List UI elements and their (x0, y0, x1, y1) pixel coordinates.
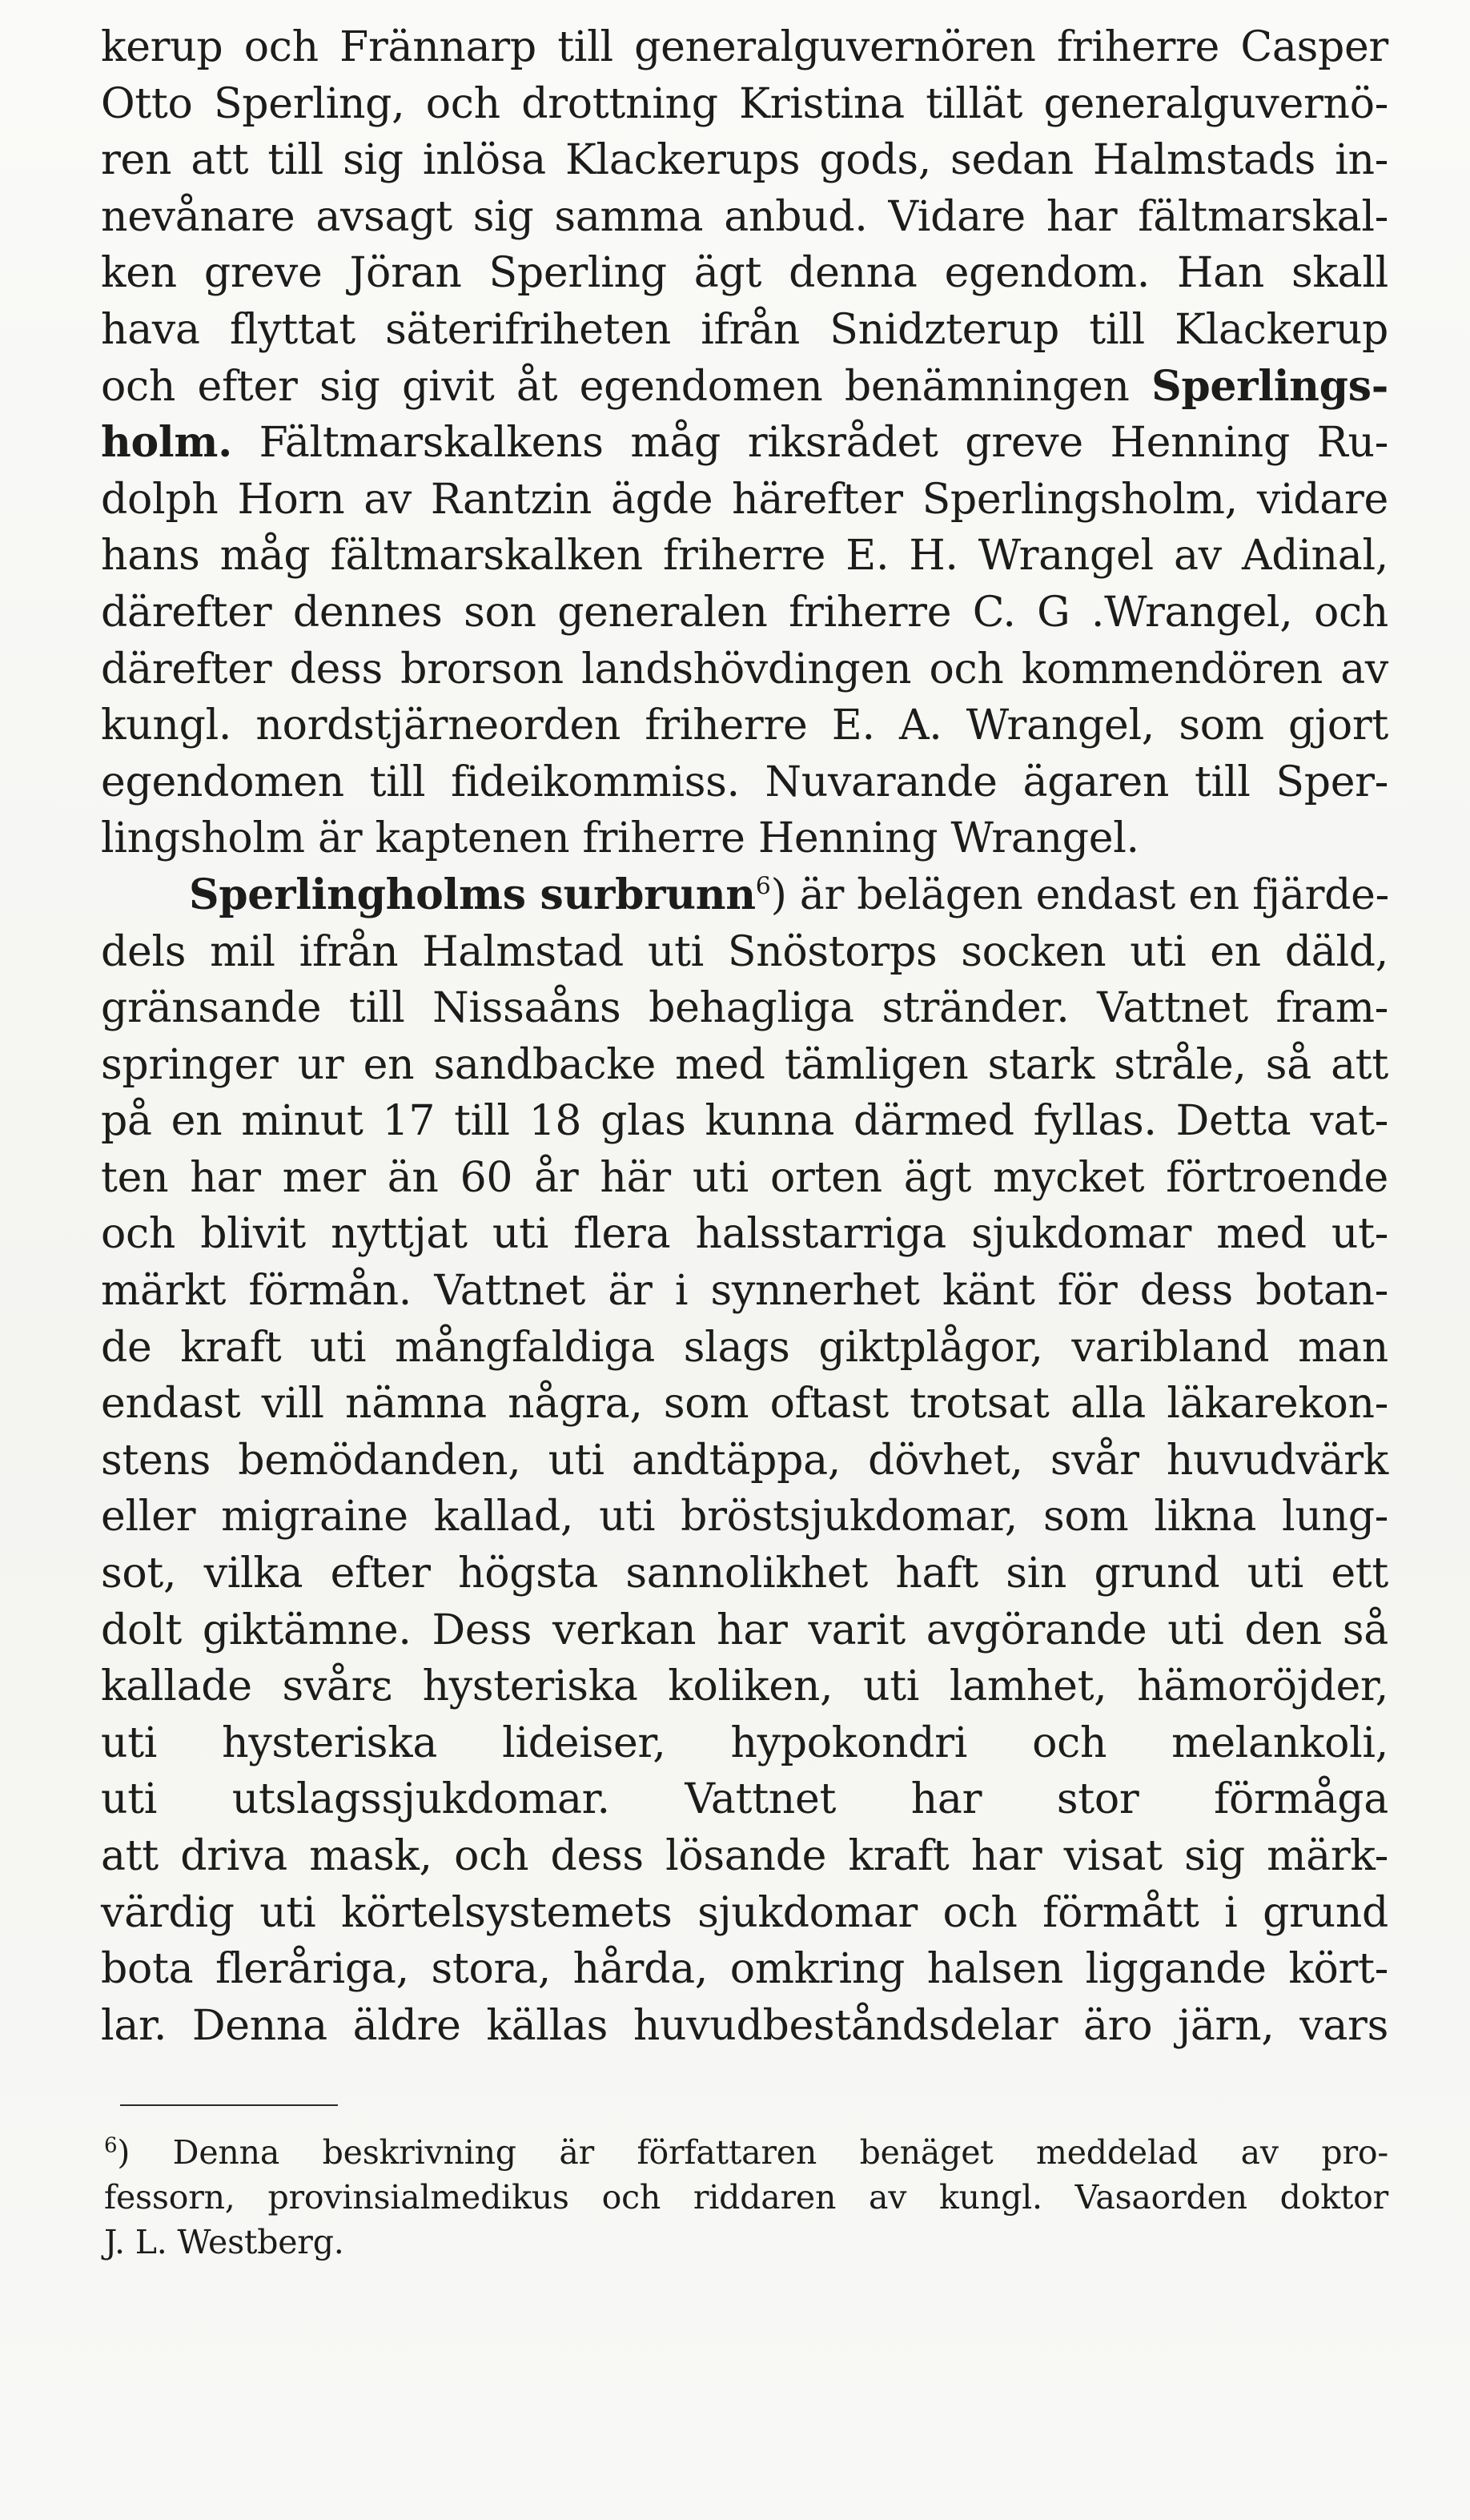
text-line-15: lingsholm är kaptenen friherre Henning Wrangel. (101, 814, 1139, 863)
text-line-17: dels mil ifrån Halmstad uti Snöstorps socken uti en däld, (101, 927, 1388, 976)
text-line-27: eller migraine kallad, uti bröstsjukdomar, som likna lung- (101, 1493, 1388, 1541)
text-line-21: ten har mer än 60 år här uti orten ägt mycket förtroende (101, 1153, 1388, 1202)
text-line-7 (101, 359, 1388, 416)
sperlingsholm-name-part1: Sperlings- (1151, 361, 1388, 411)
text-line-7-plain: och efter sig givit åt egendomen benämningen (101, 362, 1130, 411)
text-line-32: uti utslagssjukdomar. Vattnet har stor förmåga (101, 1775, 1388, 1824)
footnote-reference: 6 (755, 872, 771, 901)
footnote (104, 2130, 1388, 2265)
text-line-4: nevånare avsagt sig samma anbud. Vidare har fältmarskal- (101, 192, 1388, 241)
text-line-31: uti hysteriska lideiser, hypokondri och melankoli, (101, 1718, 1388, 1767)
surbrunn-heading: Sperlingholms surbrunn (189, 870, 756, 919)
text-line-19: springer ur en sandbacke med tämligen stark stråle, så att (101, 1040, 1388, 1089)
footnote-divider (120, 2104, 338, 2106)
text-line-20: på en minut 17 till 18 glas kunna därmed fyllas. Detta vat- (101, 1097, 1388, 1146)
text-line-16 (101, 867, 1388, 924)
text-line-11: därefter dennes son generalen friherre C. G .Wrangel, och (101, 588, 1388, 637)
footnote-line-3: J. L. Westberg. (104, 2223, 344, 2261)
sperlingsholm-name-part2: holm. (101, 418, 232, 468)
text-line-30: kallade svårε hysteriska koliken, uti lamhet, hämoröjder, (101, 1662, 1388, 1711)
text-line-2: Otto Sperling, och drottning Kristina tillät generalguvernö- (101, 79, 1388, 128)
text-line-5: ken greve Jöran Sperling ägt denna egendom. Han skall (101, 249, 1388, 298)
text-line-34: värdig uti körtelsystemets sjukdomar och förmått i grund (101, 1888, 1388, 1937)
text-line-35: bota fleråriga, stora, hårda, omkring halsen liggande kört- (101, 1945, 1388, 1994)
text-line-8-plain: Fältmarskalkens måg riksrådet greve Henning Ru- (231, 419, 1388, 468)
text-line-16-plain: ) är belägen endast en fjärde- (770, 870, 1389, 919)
body-text (101, 19, 1388, 2054)
text-line-6: hava flyttat säterifriheten ifrån Snidzterup till Klackerup (101, 305, 1388, 354)
text-line-33: att driva mask, och dess lösande kraft har visat sig märk- (101, 1832, 1388, 1880)
text-line-28: sot, vilka efter högsta sannolikhet haft sin grund uti ett (101, 1549, 1388, 1598)
footnote-line-1-text: ) Denna beskrivning är författaren benäget meddelad av pro- (117, 2133, 1388, 2172)
footnote-line-2: fessorn, provinsialmedikus och riddaren av kungl. Vasaorden doktor (104, 2178, 1388, 2217)
text-line-36: lar. Denna äldre källas huvudbeståndsdelar äro järn, vars (101, 2001, 1388, 2050)
text-line-24: de kraft uti mångfaldiga slags giktplågor, varibland man (101, 1323, 1388, 1372)
text-line-29: dolt giktämne. Dess verkan har varit avgörande uti den så (101, 1606, 1388, 1654)
footnote-line-1 (104, 2130, 1388, 2175)
text-line-18: gränsande till Nissaåns behagliga stränder. Vattnet fram- (101, 984, 1388, 1033)
text-line-3: ren att till sig inlösa Klackerups gods, sedan Halmstads in- (101, 136, 1388, 185)
footnote-marker: 6 (104, 2133, 118, 2158)
text-line-1: kerup och Frännarp till generalguvernören friherre Casper (101, 23, 1388, 71)
text-line-26: stens bemödanden, uti andtäppa, dövhet, svår huvudvärk (101, 1436, 1388, 1485)
text-line-13: kungl. nordstjärneorden friherre E. A. Wrangel, som gjort (101, 701, 1388, 750)
text-line-10: hans måg fältmarskalken friherre E. H. Wrangel av Adinal, (101, 532, 1388, 581)
text-line-12: därefter dess brorson landshövdingen och kommendören av (101, 645, 1388, 693)
text-line-23: märkt förmån. Vattnet är i synnerhet känt för dess botan- (101, 1267, 1388, 1316)
text-line-25: endast vill nämna några, som oftast trotsat alla läkarekon- (101, 1380, 1388, 1429)
text-line-8 (101, 415, 1388, 472)
text-line-14: egendomen till fideikommiss. Nuvarande ägaren till Sper- (101, 758, 1388, 806)
text-line-22: och blivit nyttjat uti flera halsstarriga sjukdomar med ut- (101, 1210, 1388, 1259)
text-line-9: dolph Horn av Rantzin ägde härefter Sperlingsholm, vidare (101, 475, 1388, 524)
